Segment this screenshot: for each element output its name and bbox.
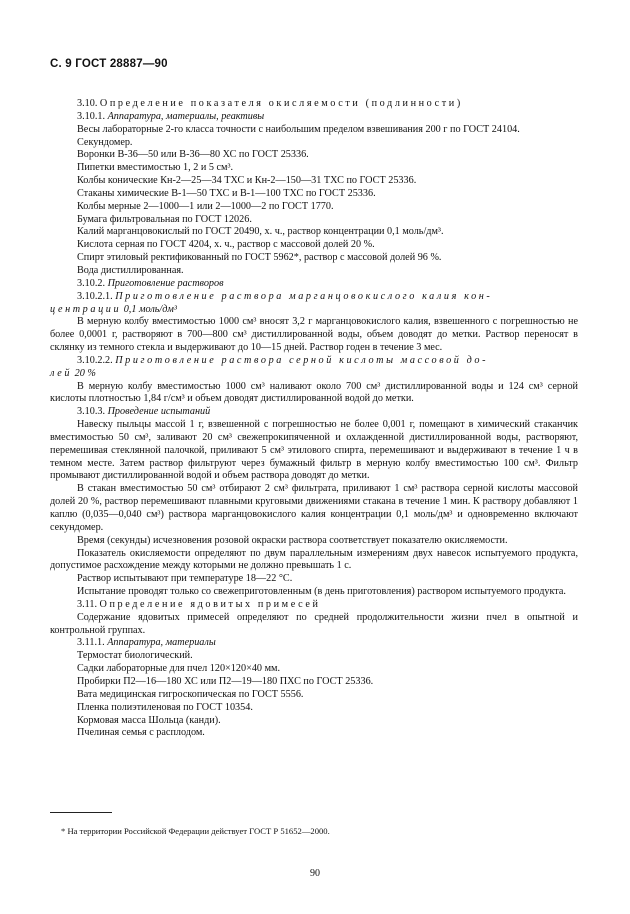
section-title: Проведение испытаний <box>107 406 211 418</box>
paragraph: Время (секунды) исчезновения розовой окраски раствора соответствует показателю окисляемости. <box>77 534 508 546</box>
paragraph: Раствор испытывают при температуре 18—22 °С. <box>77 573 293 585</box>
footnote: * На территории Российской Федерации действует ГОСТ Р 51652—2000. <box>61 826 330 836</box>
section-title: Определение показателя окисляемости (подлинности) <box>99 98 463 109</box>
section-number: 3.10. <box>77 98 98 109</box>
section-3-10-2-1-heading <box>50 291 578 317</box>
section-3-10-2-2-heading <box>50 355 578 381</box>
running-title: С. 9 ГОСТ 28887—90 <box>50 58 168 70</box>
section-number: 3.10.2.1. <box>77 290 113 302</box>
section-title-part: центрации <box>50 303 122 315</box>
section-number: 3.11. <box>77 598 97 610</box>
paragraph: В мерную колбу вместимостью 1000 см³ вносят 3,2 г марганцовокислого калия, взвешенного с погрешностью не более 0,0001 г, растворяют в 700—800 см³ дистиллированной воды, объем доводят до метки. Раствор переносят в склянку из темного стекла и выдерживают до 10—15 дней. Раствор годен в течение 3 мес. <box>50 316 578 354</box>
list-item: Вода дистиллированная. <box>77 264 184 276</box>
list-item: Пчелиная семья с расплодом. <box>77 727 205 739</box>
footnote-divider <box>50 812 112 813</box>
list-item: Пипетки вместимостью 1, 2 и 5 см³. <box>77 162 234 174</box>
list-item: Колбы мерные 2—1000—1 или 2—1000—2 по ГОСТ 1770. <box>77 200 334 212</box>
section-title: Приготовление растворов <box>107 277 224 289</box>
paragraph: Навеску пыльцы массой 1 г, взвешенной с погрешностью не более 0,001 г, помещают в химический стаканчик вместимостью 50 см³, заливают 20 см³ свежепрокипяченной и охлажденной дистиллированной воды, растворяют, перемешивая стеклянной палочкой, приливают 5 см³ этилового спирта, перемешивают и выдерживают в течение 1 ч в темном месте. Затем раствор фильтруют через бумажный фильтр в мерную колбу вместимостью 100 см³. Фильтр промывают дистиллированной водой и объем раствора доводят до метки. <box>50 419 578 482</box>
paragraph: В стакан вместимостью 50 см³ отбирают 2 см³ фильтрата, приливают 1 см³ раствора серной кислоты массовой долей 20 %, раствор перемешивают плавными круговыми движениями стакана в течение 1 мин. К раствору добавляют 1 каплю (0,035—0,040 см³) раствора марганцовокислого калия концентрации 0,1 моль/дм³ и одновременно включают секундомер. <box>50 483 578 533</box>
section-3-10-3-heading <box>50 406 578 419</box>
paragraph: В мерную колбу вместимостью 1000 см³ наливают около 700 см³ дистиллированной воды и 124 см³ серной кислоты плотностью 1,84 г/см³ и объем доводят дистиллированной водой до метки. <box>50 380 578 405</box>
list-item: Кормовая масса Шольца (канди). <box>77 714 221 726</box>
section-3-11-heading <box>50 599 578 612</box>
section-title-part: лей <box>50 367 73 379</box>
section-number: 3.10.3. <box>77 406 106 418</box>
list-item: Весы лабораторные 2-го класса точности с наибольшим пределом взвешивания 200 г по ГОСТ 24104. <box>77 123 520 135</box>
section-3-10-1-heading <box>50 111 578 124</box>
section-number: 3.11.1. <box>77 637 105 649</box>
section-title: Аппаратура, материалы, реактивы <box>107 110 265 122</box>
section-3-10-heading <box>50 98 578 111</box>
list-item: Садки лабораторные для пчел 120×120×40 мм. <box>77 663 281 675</box>
list-item: Калий марганцовокислый по ГОСТ 20490, х. ч., раствор концентрации 0,1 моль/дм³. <box>77 226 444 238</box>
list-item: Вата медицинская гигроскопическая по ГОСТ 5556. <box>77 688 304 700</box>
list-item: Воронки В-36—50 или В-36—80 ХС по ГОСТ 25336. <box>77 149 309 161</box>
list-item: Секундомер. <box>77 136 133 148</box>
section-title: Аппаратура, материалы <box>107 637 216 649</box>
page-number: 90 <box>310 868 320 879</box>
section-title-part: 20 % <box>74 367 96 379</box>
section-number: 3.10.2.2. <box>77 354 113 366</box>
list-item: Стаканы химические В-1—50 ТХС и В-1—100 ТХС по ГОСТ 25336. <box>77 187 376 199</box>
list-item: Спирт этиловый ректификованный по ГОСТ 5962*, раствор с массовой долей 96 %. <box>77 252 442 264</box>
list-item: Пробирки П2—16—180 ХС или П2—19—180 ПХС по ГОСТ 25336. <box>77 675 374 687</box>
paragraph: Содержание ядовитых примесей определяют по средней продолжительности жизни пчел в опытной и контрольной группах. <box>50 611 578 636</box>
paragraph: Испытание проводят только со свежеприготовленным (в день приготовления) раствором испытуемого продукта. <box>77 586 566 598</box>
list-item: Колбы конические Кн-2—25—34 ТХС и Кн-2—150—31 ТХС по ГОСТ 25336. <box>77 175 417 187</box>
section-3-10-2-heading <box>50 278 578 291</box>
section-title-part: Приготовление раствора марганцовокислого калия кон- <box>115 290 493 302</box>
list-item: Кислота серная по ГОСТ 4204, х. ч., раствор с массовой долей 20 %. <box>77 239 375 251</box>
list-item: Пленка полиэтиленовая по ГОСТ 10354. <box>77 701 253 713</box>
body-text <box>50 98 578 740</box>
section-title: Определение ядовитых примесей <box>99 598 321 610</box>
section-title-part: 0,1 моль/дм³ <box>123 303 177 315</box>
list-item: Бумага фильтровальная по ГОСТ 12026. <box>77 213 252 225</box>
list-item: Термостат биологический. <box>77 650 193 662</box>
paragraph: Показатель окисляемости определяют по двум параллельным измерениям двух навесок испытуемого продукта, допустимое расхождение между которыми не должно превышать 1 с. <box>50 547 578 572</box>
section-number: 3.10.1. <box>77 110 106 122</box>
section-title-part: Приготовление раствора серной кислоты массовой до- <box>115 354 489 366</box>
section-3-11-1-heading <box>50 637 578 650</box>
section-number: 3.10.2. <box>77 277 106 289</box>
